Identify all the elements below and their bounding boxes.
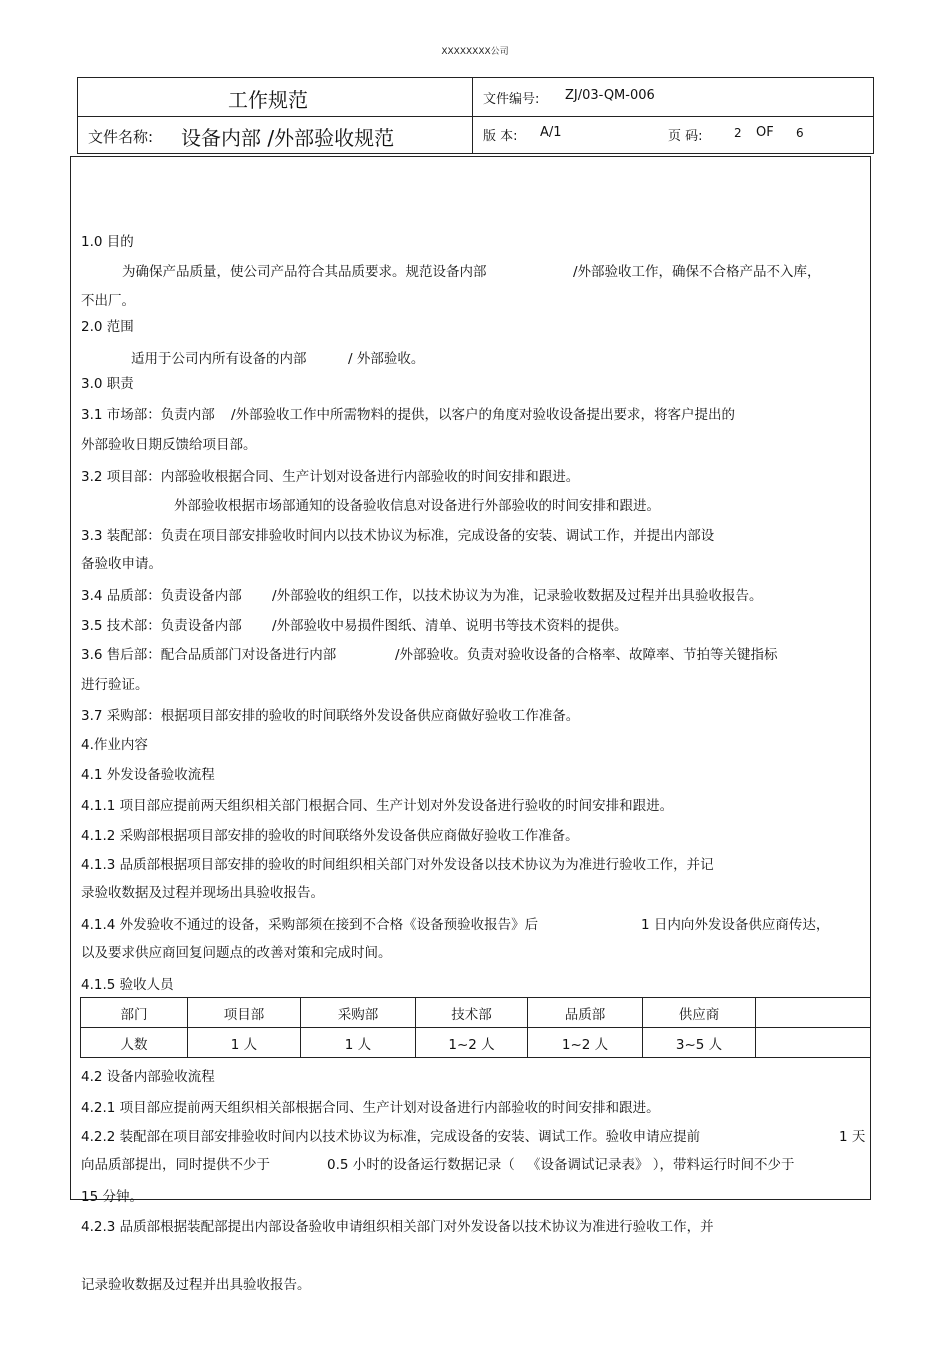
paragraph: 3.2 项目部：内部验收根据合同、生产计划对设备进行内部验收的时间安排和跟进。: [81, 469, 580, 485]
paragraph: 4.1.2 采购部根据项目部安排的验收的时间联络外发设备供应商做好验收工作准备。: [81, 828, 579, 844]
paragraph: 3.3 装配部：负责在项目部安排验收时间内以技术协议为标准，完成设备的安装、调试工作，并提出内部设: [81, 528, 715, 544]
paragraph: / 外部验收。: [348, 351, 425, 367]
subsection-heading: 4.2 设备内部验收流程: [81, 1069, 215, 1085]
paragraph: 15 分钟。: [81, 1189, 143, 1205]
paragraph: 外部验收日期反馈给项目部。: [81, 437, 257, 453]
paragraph: 向品质部提出，同时提供不少于: [81, 1157, 270, 1173]
paragraph: 为确保产品质量，使公司产品符合其品质要求。规范设备内部: [122, 264, 487, 280]
paragraph: 4.1.3 品质部根据项目部安排的验收的时间组织相关部门对外发设备以技术协议为为准进行验收工作，并记: [81, 857, 714, 873]
table-cell: [756, 1028, 871, 1058]
paragraph: 外部验收根据市场部通知的设备验收信息对设备进行外部验收的时间安排和跟进。: [174, 498, 660, 514]
paragraph: 3.5 技术部：负责设备内部: [81, 618, 242, 634]
paragraph: /外部验收工作中所需物料的提供，以客户的角度对验收设备提出要求，将客户提出的: [231, 407, 736, 423]
paragraph: 3.7 采购部：根据项目部安排的验收的时间联络外发设备供应商做好验收工作准备。: [81, 708, 580, 724]
paragraph: 适用于公司内所有设备的内部: [131, 351, 307, 367]
header-title: 工作规范: [228, 88, 308, 112]
paragraph: 3.1 市场部：负责内部: [81, 407, 215, 423]
table-cell: 1 人: [188, 1028, 301, 1058]
table-cell: 供应商: [643, 998, 756, 1028]
table-cell: 人数: [81, 1028, 188, 1058]
paragraph: 不出厂。: [81, 293, 135, 309]
subsection-heading: 4.1.5 验收人员: [81, 977, 174, 993]
page-of: OF: [756, 125, 774, 140]
table-cell: 1 人: [301, 1028, 416, 1058]
paragraph: /外部验收的组织工作，以技术协议为为准，记录验收数据及过程并出具验收报告。: [272, 588, 763, 604]
table-row: [81, 1028, 871, 1058]
table-cell: 采购部: [301, 998, 416, 1028]
paragraph: 进行验证。: [81, 677, 149, 693]
page-current: 2: [734, 126, 742, 140]
paragraph: 4.2.1 项目部应提前两天组织相关部根据合同、生产计划对设备进行内部验收的时间安排和跟进。: [81, 1100, 660, 1116]
paragraph: 3.4 品质部：负责设备内部: [81, 588, 242, 604]
paragraph: /外部验收工作，确保不合格产品不入库，: [573, 264, 821, 280]
table-cell: 项目部: [188, 998, 301, 1028]
paragraph: 0.5 小时的设备运行数据记录（: [327, 1157, 515, 1173]
section-heading: 1.0 目的: [81, 234, 134, 250]
table-cell: 技术部: [416, 998, 528, 1028]
section-heading: 4.作业内容: [81, 737, 148, 753]
paragraph: 以及要求供应商回复问题点的改善对策和完成时间。: [81, 945, 392, 961]
page-total: 6: [796, 126, 804, 140]
table-cell: 3~5 人: [643, 1028, 756, 1058]
paragraph: 录验收数据及过程并现场出具验收报告。: [81, 885, 324, 901]
paragraph: /外部验收中易损件图纸、清单、说明书等技术资料的提供。: [272, 618, 628, 634]
doc-no: ZJ/03-QM-006: [565, 88, 655, 103]
doc-no-label: 文件编号:: [483, 92, 540, 107]
table-header-row: [81, 998, 871, 1028]
paragraph: 1 日内向外发设备供应商传达，: [641, 917, 830, 933]
subsection-heading: 4.1 外发设备验收流程: [81, 767, 215, 783]
company-name: XXXXXXXX公司: [441, 47, 509, 57]
paragraph: 备验收申请。: [81, 556, 162, 572]
table-cell: 1~2 人: [416, 1028, 528, 1058]
staff-table: [80, 997, 871, 1058]
page-label: 页 码:: [668, 129, 703, 144]
table-cell: [756, 998, 871, 1028]
version-label: 版 本:: [483, 129, 518, 144]
paragraph: 记录验收数据及过程并出具验收报告。: [81, 1277, 311, 1293]
table-cell: 品质部: [528, 998, 643, 1028]
header-divider: [78, 116, 873, 117]
section-heading: 3.0 职责: [81, 376, 134, 392]
paragraph: 3.6 售后部：配合品质部门对设备进行内部: [81, 647, 337, 663]
doc-name-label: 文件名称:: [88, 128, 154, 146]
version: A/1: [540, 125, 562, 140]
document-header: [77, 77, 874, 154]
paragraph: 《设备调试记录表》 ），带料运行时间不少于: [527, 1157, 795, 1173]
section-heading: 2.0 范围: [81, 319, 134, 335]
paragraph: 4.1.1 项目部应提前两天组织相关部门根据合同、生产计划对外发设备进行验收的时间安排和跟进。: [81, 798, 674, 814]
paragraph: 4.1.4 外发验收不通过的设备，采购部须在接到不合格《设备预验收报告》后: [81, 917, 539, 933]
paragraph: 1 天: [839, 1129, 866, 1145]
table-cell: 1~2 人: [528, 1028, 643, 1058]
paragraph: 4.2.2 装配部在项目部安排验收时间内以技术协议为标准，完成设备的安装、调试工作。验收申请应提前: [81, 1129, 701, 1145]
doc-name: 设备内部 /外部验收规范: [181, 126, 395, 150]
paragraph: /外部验收。负责对验收设备的合格率、故障率、节拍等关键指标: [395, 647, 778, 663]
table-cell: 部门: [81, 998, 188, 1028]
paragraph: 4.2.3 品质部根据装配部提出内部设备验收申请组织相关部门对外发设备以技术协议为准进行验收工作，并: [81, 1219, 714, 1235]
